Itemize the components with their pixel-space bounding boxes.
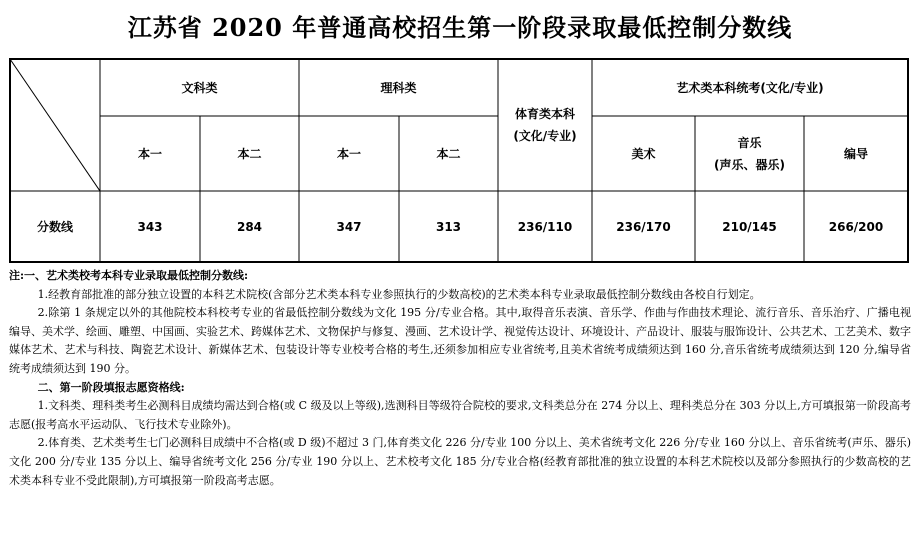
value-like-ben2 <box>399 191 498 262</box>
notes-heading-2: 二、第一阶段填报志愿资格线: <box>37 380 185 394</box>
value-wenke-ben2-text: 284 <box>236 219 263 234</box>
subheader-biandao <box>804 116 908 191</box>
subheader-like-ben2 <box>399 116 498 191</box>
value-meishu <box>592 191 695 262</box>
header-wenke-label: 文科类 <box>181 80 218 95</box>
subheader-like-ben1 <box>299 116 399 191</box>
value-like-ben1 <box>299 191 399 262</box>
notes-item-2-1: 1.文科类、理科类考生必测科目成绩均需达到合格(或 C 级及以上等级),选测科目等级符合院校的要求,文科类总分在 274 分以上、理科类总分在 303 分以上,方可填报第一阶段高考志愿(报考高水平运动队、飞行技术专业除外)。 <box>9 399 911 431</box>
subheader-yinyue-line1: 音乐 <box>737 135 762 150</box>
subheader-wenke-ben2-label: 本二 <box>237 146 262 161</box>
subheader-biandao-label: 编导 <box>843 146 868 161</box>
header-tiyu-line1: 体育类本科 <box>514 107 575 121</box>
subheader-yinyue-line2: (声乐、器乐) <box>714 157 785 172</box>
header-diagonal <box>10 59 100 191</box>
value-wenke-ben2 <box>200 191 299 262</box>
header-wenke <box>100 59 299 116</box>
subheader-like-ben2-label: 本二 <box>436 146 461 161</box>
value-like-ben1-text: 347 <box>336 219 362 234</box>
notes-item-1-2: 2.除第 1 条规定以外的其他院校本科校考专业的省最低控制分数线为文化 195 分/专业合格。其中,取得音乐表演、音乐学、作曲与作曲技术理论、流行音乐、音乐治疗、广播电视编导、美术学、绘画、雕塑、中国画、实验艺术、跨媒体艺术、文物保护与修复、漫画、艺术设计学、视觉传达设计、环境设计、产品设计、服装与服饰设计、公共艺术、工艺美术、数字媒体艺术、艺术与科技、陶瓷艺术设计、新媒体艺术、包装设计等专业校考合格的考生,还须参加相应专业省统考,且美术省统考成绩须达到 160 分,音乐省统考成绩须达到 120 分,编导省统考成绩须达到 190 分。 <box>9 306 911 375</box>
value-wenke-ben1 <box>100 191 200 262</box>
value-like-ben2-text: 313 <box>435 219 462 234</box>
subheader-yinyue <box>695 116 804 191</box>
value-biandao <box>804 191 908 262</box>
header-like-label: 理科类 <box>380 80 417 95</box>
value-biandao-text: 266/200 <box>828 219 884 234</box>
notes-heading-1: 注:一、艺术类校考本科专业录取最低控制分数线: <box>9 269 249 282</box>
row-label-text: 分数线 <box>36 219 73 234</box>
value-tiyu <box>498 191 592 262</box>
value-yinyue <box>695 191 804 262</box>
subheader-wenke-ben2 <box>200 116 299 191</box>
value-tiyu-text: 236/110 <box>517 219 573 234</box>
header-tiyu-line2: (文化/专业) <box>513 129 577 143</box>
header-yishu <box>592 59 908 116</box>
subheader-meishu <box>592 116 695 191</box>
value-meishu-text: 236/170 <box>616 219 671 234</box>
header-tiyu <box>498 59 592 191</box>
subheader-like-ben1-label: 本一 <box>336 146 361 161</box>
notes-item-2-2: 2.体育类、艺术类考生七门必测科目成绩中不合格(或 D 级)不超过 3 门,体育类文化 226 分/专业 100 分以上、美术省统考文化 226 分/专业 160 分以上、音乐省统考(声乐、器乐)文化 200 分/专业 135 分以上、编导省统考文化 256 分/专业 190 分以上、艺术校考文化 185 分/专业合格(经教育部批准的独立设置的本科艺术院校以及部分参照执行的少数高校的艺术类本科专业不受此限制),方可填报第一阶段高考志愿。 <box>9 436 911 487</box>
header-yishu-label: 艺术类本科统考(文化/专业) <box>676 80 824 95</box>
notes-item-1-1: 1.经教育部批准的部分独立设置的本科艺术院校(含部分艺术类本科专业参照执行的少数高校)的艺术类本科专业录取最低控制分数线由各校自行划定。 <box>37 287 761 301</box>
page-title: 江苏省 2020 年普通高校招生第一阶段录取最低控制分数线 <box>127 13 793 42</box>
subheader-wenke-ben1-label: 本一 <box>137 146 162 161</box>
notes-section <box>9 267 911 490</box>
header-like <box>299 59 498 116</box>
value-wenke-ben1-text: 343 <box>137 219 163 234</box>
subheader-wenke-ben1 <box>100 116 200 191</box>
subheader-meishu-label: 美术 <box>631 146 656 161</box>
value-yinyue-text: 210/145 <box>722 219 777 234</box>
row-label <box>10 191 100 262</box>
